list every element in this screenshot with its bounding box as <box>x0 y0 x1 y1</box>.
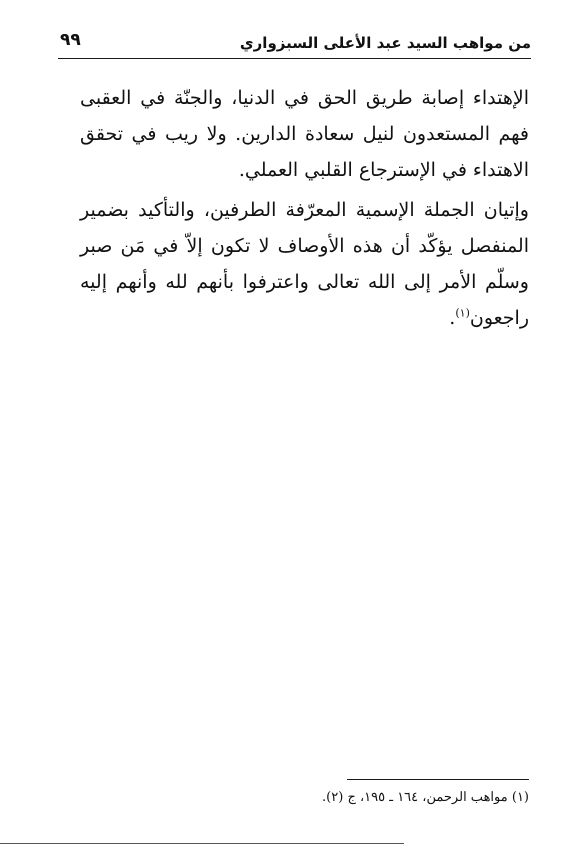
footnote-text: (١) مواهب الرحمن، ١٦٤ ـ ١٩٥، ج (٢). <box>322 790 529 805</box>
paragraph-end-period: . <box>449 307 456 329</box>
page-number: ٩٩ <box>60 30 81 50</box>
bottom-divider <box>0 843 404 844</box>
body-paragraph-2-text: وإتيان الجملة الإسمية المعرّفة الطرفين، والتأكيد بضمير المنفصل يؤكّد أن هذه الأوصاف لا تكون إلاّ في مَن صبر وسلّم الأمر إلى الله تعالى واعترفوا بأنهم لله وأنهم إليه راجعون <box>80 199 529 329</box>
running-title: من مواهب السيد عبد الأعلى السبزواري <box>239 34 531 52</box>
body-paragraph-1: الإهتداء إصابة طريق الحق في الدنيا، والجنّة في العقبى فهم المستعدون لنيل سعادة الدارين. ولا ريب في تحقق الاهتداء في الإسترجاع القلبي العملي. <box>80 87 529 181</box>
footnote-divider <box>347 779 529 780</box>
page-header <box>58 28 531 59</box>
body-paragraph-2 <box>80 192 529 336</box>
footnote-marker: (١) <box>455 306 470 320</box>
